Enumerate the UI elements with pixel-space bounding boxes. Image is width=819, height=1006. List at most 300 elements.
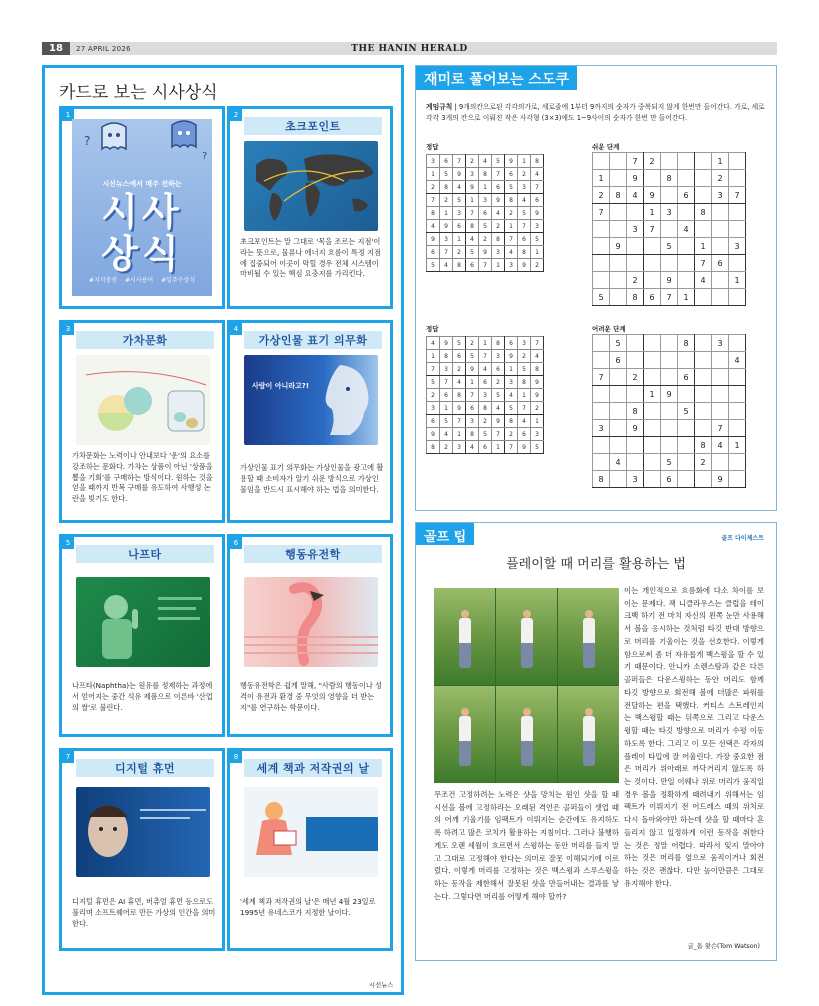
sudoku-cell: 8 xyxy=(427,207,440,220)
sudoku-cell: 8 xyxy=(531,155,544,168)
sudoku-cell xyxy=(695,403,712,420)
sudoku-cell: 6 xyxy=(492,181,505,194)
sudoku-cell xyxy=(593,454,610,471)
sudoku-cell xyxy=(644,369,661,386)
card-heading xyxy=(244,759,382,777)
swing-photo-5 xyxy=(496,686,557,783)
sudoku-cell: 8 xyxy=(593,471,610,488)
sudoku-cell xyxy=(627,335,644,352)
sudoku-cell xyxy=(644,420,661,437)
sudoku-cell: 9 xyxy=(440,220,453,233)
golfer-icon xyxy=(520,708,534,766)
sudoku-cell: 4 xyxy=(695,272,712,289)
naphtha-worker-image xyxy=(76,577,210,667)
card-number: 5 xyxy=(62,537,74,549)
sudoku-cell: 4 xyxy=(427,220,440,233)
sudoku-hard-grid xyxy=(592,334,746,488)
card-heading-text: 행동유전학 xyxy=(285,548,341,561)
sudoku-cell: 5 xyxy=(661,454,678,471)
sudoku-cell: 9 xyxy=(661,272,678,289)
sudoku-cell xyxy=(729,335,746,352)
sudoku-cell: 7 xyxy=(729,187,746,204)
sudoku-cell: 2 xyxy=(593,187,610,204)
sudoku-cell xyxy=(610,369,627,386)
sudoku-cell: 7 xyxy=(593,204,610,221)
card-heading-text: 나프타 xyxy=(128,548,162,561)
golfer-icon xyxy=(458,708,472,766)
sudoku-cell: 3 xyxy=(492,246,505,259)
sudoku-cell xyxy=(695,187,712,204)
world-map-icon xyxy=(244,141,378,231)
sudoku-cell xyxy=(712,369,729,386)
answer-label-2: 정답 xyxy=(426,325,439,333)
sudoku-cell: 7 xyxy=(627,153,644,170)
card-world-book-day xyxy=(227,748,393,951)
swing-photo-3 xyxy=(558,588,619,685)
sudoku-cell: 1 xyxy=(427,350,440,363)
card-number: 8 xyxy=(230,751,242,763)
sudoku-cell: 7 xyxy=(518,402,531,415)
sudoku-cell: 9 xyxy=(505,350,518,363)
sudoku-cell: 3 xyxy=(453,441,466,454)
sudoku-cell: 1 xyxy=(479,181,492,194)
sudoku-cell: 8 xyxy=(440,181,453,194)
sudoku-cell: 7 xyxy=(518,220,531,233)
sudoku-cell: 8 xyxy=(518,246,531,259)
sudoku-cell xyxy=(678,272,695,289)
sudoku-cell: 7 xyxy=(427,194,440,207)
sudoku-cell: 2 xyxy=(440,194,453,207)
card-description: 초크포인트는 말 그대로 '목을 조르는 지점'이라는 뜻으로, 물류나 에너지 흐름이 특정 지점에 집중되어 이곳이 막힐 경우 전체 시스템이 마비될 수 있는 핵심 요충지를 가리킨다. xyxy=(240,237,381,279)
sudoku-cell: 6 xyxy=(678,187,695,204)
sudoku-cell: 6 xyxy=(644,289,661,306)
card-heading-text: 가상인물 표기 의무화 xyxy=(258,334,368,347)
sudoku-cell: 2 xyxy=(492,220,505,233)
sudoku-cell: 3 xyxy=(531,220,544,233)
sudoku-cell: 2 xyxy=(531,402,544,415)
sudoku-cell xyxy=(678,153,695,170)
sudoku-cell: 5 xyxy=(505,402,518,415)
sudoku-cell xyxy=(610,153,627,170)
sudoku-cell xyxy=(678,170,695,187)
sudoku-cell xyxy=(593,437,610,454)
sudoku-cell: 6 xyxy=(518,428,531,441)
sudoku-cell: 3 xyxy=(427,402,440,415)
sudoku-cell: 3 xyxy=(440,233,453,246)
sudoku-cell xyxy=(610,403,627,420)
card-number: 4 xyxy=(230,323,242,335)
sudoku-cell: 4 xyxy=(610,454,627,471)
sudoku-cell: 3 xyxy=(627,471,644,488)
sudoku-cell: 3 xyxy=(505,259,518,272)
card-heading-text: 세계 책과 저작권의 날 xyxy=(256,762,370,775)
rules-label: 게임규칙 xyxy=(426,103,453,111)
sudoku-cell: 7 xyxy=(505,233,518,246)
sudoku-cell: 1 xyxy=(440,207,453,220)
sudoku-cell: 7 xyxy=(492,168,505,181)
sudoku-cell xyxy=(627,352,644,369)
sudoku-cell: 8 xyxy=(453,259,466,272)
sudoku-cell: 9 xyxy=(531,207,544,220)
sudoku-cell: 1 xyxy=(712,153,729,170)
sudoku-cell xyxy=(610,221,627,238)
sudoku-cell: 5 xyxy=(531,233,544,246)
sudoku-cell: 1 xyxy=(492,441,505,454)
sudoku-cell: 6 xyxy=(518,233,531,246)
sudoku-cell xyxy=(627,238,644,255)
page-number: 18 xyxy=(42,42,70,55)
panel-title: 카드로 보는 시사상식 xyxy=(59,83,218,103)
sudoku-cell: 8 xyxy=(466,220,479,233)
sudoku-cell: 9 xyxy=(479,246,492,259)
sudoku-cell: 2 xyxy=(505,428,518,441)
sudoku-cell: 8 xyxy=(505,415,518,428)
swing-photo-1 xyxy=(434,588,495,685)
card-cover xyxy=(59,106,225,309)
sudoku-cell: 8 xyxy=(695,437,712,454)
sudoku-cell xyxy=(644,454,661,471)
sudoku-cell: 4 xyxy=(505,389,518,402)
card-number: 6 xyxy=(230,537,242,549)
sudoku-cell: 3 xyxy=(492,350,505,363)
golfer-icon xyxy=(458,610,472,668)
sudoku-cell: 6 xyxy=(440,389,453,402)
sudoku-cell: 4 xyxy=(440,428,453,441)
sudoku-cell: 4 xyxy=(427,337,440,350)
sudoku-cell: 5 xyxy=(492,155,505,168)
virtual-person-image xyxy=(244,355,378,445)
sudoku-cell xyxy=(661,335,678,352)
golf-swing-photos xyxy=(434,588,619,783)
sudoku-cell: 3 xyxy=(712,187,729,204)
sudoku-cell xyxy=(661,255,678,272)
sudoku-cell: 7 xyxy=(531,337,544,350)
sudoku-cell: 8 xyxy=(505,194,518,207)
sudoku-cell xyxy=(695,170,712,187)
sudoku-cell: 9 xyxy=(531,389,544,402)
sudoku-cell: 9 xyxy=(453,402,466,415)
card-description: 가상인물 표기 의무화는 가상인물을 광고에 활용할 때 소비자가 알기 쉬운 방식으로 가상인물임을 반드시 표시해야 하는 법을 의미한다. xyxy=(240,463,384,494)
sudoku-cell: 4 xyxy=(712,437,729,454)
sudoku-cell xyxy=(593,272,610,289)
sudoku-cell: 1 xyxy=(479,337,492,350)
sudoku-rules: 게임규칙 | 9개의칸으로된 각각의가로, 세로줄에 1부터 9까지의 숫자가 중복되지 않게 한번만 들어간다. 가로, 세로 각각 3개의 칸으로 이뤄진 작은 사각형 (3×3)에도 1~9사이의 숫자가 한번 만 들어간다. xyxy=(426,103,765,122)
sudoku-cell: 9 xyxy=(492,415,505,428)
golfer-icon xyxy=(582,610,596,668)
sudoku-cell xyxy=(610,289,627,306)
sudoku-cell xyxy=(729,369,746,386)
sudoku-cell: 3 xyxy=(466,415,479,428)
sudoku-cell: 8 xyxy=(627,403,644,420)
card-description: 나프타(Naphtha)는 원유를 정제하는 과정에서 얻어지는 중간 석유 제품으로 이른바 '산업의 쌀'로 불린다. xyxy=(72,681,213,712)
flamingo-icon xyxy=(244,577,378,667)
sudoku-cell: 8 xyxy=(661,170,678,187)
sudoku-cell: 3 xyxy=(518,181,531,194)
golf-section-label: 골프 팁 xyxy=(416,523,474,545)
sudoku-cell xyxy=(593,221,610,238)
sudoku-cell xyxy=(695,471,712,488)
sudoku-cell: 7 xyxy=(440,376,453,389)
sudoku-cell xyxy=(593,238,610,255)
sudoku-cell: 6 xyxy=(610,352,627,369)
sudoku-cell xyxy=(729,204,746,221)
sudoku-cell: 8 xyxy=(610,187,627,204)
sudoku-cell: 2 xyxy=(712,170,729,187)
cover-title-2: 상식 xyxy=(101,232,183,276)
sudoku-cell: 8 xyxy=(466,428,479,441)
card-description: 가차문화는 노력이나 안내보다 '운'의 요소를 강조하는 문화다. 가챠는 상품이 아닌 '상품을 뽑을 기회'를 구매하는 방식이다. 원하는 것을 얻을 때까지 반복 구매를 유도하여 사행성 논란을 빚기도 한다. xyxy=(72,451,213,504)
sudoku-cell: 5 xyxy=(466,246,479,259)
sudoku-cell: 3 xyxy=(531,428,544,441)
sudoku-cell xyxy=(695,369,712,386)
sudoku-cell: 1 xyxy=(466,194,479,207)
hard-level-label: 어려운 단계 xyxy=(592,325,626,333)
sudoku-cell xyxy=(593,335,610,352)
sudoku-cell xyxy=(644,335,661,352)
sudoku-cell: 7 xyxy=(661,289,678,306)
ghost-characters-icon xyxy=(72,119,212,179)
sudoku-cell: 9 xyxy=(453,168,466,181)
card-description: 디지털 휴먼은 AI 휴먼, 버츄얼 휴먼 등으로도 불리며 소프트웨어로 만든 가상의 인간을 의미한다. xyxy=(72,897,216,928)
card-digital-human xyxy=(59,748,225,951)
easy-level-label: 쉬운 단계 xyxy=(592,143,620,151)
sudoku-cell: 3 xyxy=(466,168,479,181)
sudoku-cell xyxy=(593,352,610,369)
sudoku-cell xyxy=(678,352,695,369)
sudoku-cell xyxy=(593,386,610,403)
sudoku-cell xyxy=(593,255,610,272)
sudoku-cell: 7 xyxy=(440,246,453,259)
sudoku-cell xyxy=(729,471,746,488)
sudoku-cell: 6 xyxy=(453,350,466,363)
sudoku-cell: 2 xyxy=(453,246,466,259)
sudoku-cell xyxy=(729,454,746,471)
sudoku-cell: 5 xyxy=(440,415,453,428)
sudoku-cell xyxy=(644,272,661,289)
sudoku-cell xyxy=(661,187,678,204)
sudoku-cell: 1 xyxy=(518,155,531,168)
sudoku-cell: 9 xyxy=(427,428,440,441)
gacha-capsule-icon xyxy=(76,355,210,445)
sudoku-cell xyxy=(712,221,729,238)
sudoku-cell: 9 xyxy=(466,181,479,194)
sudoku-cell xyxy=(695,221,712,238)
sudoku-cell: 8 xyxy=(440,350,453,363)
sudoku-cell: 5 xyxy=(518,363,531,376)
sudoku-cell xyxy=(678,255,695,272)
sudoku-cell: 3 xyxy=(453,207,466,220)
sudoku-cell: 7 xyxy=(505,441,518,454)
sudoku-cell xyxy=(712,352,729,369)
sudoku-cell: 2 xyxy=(427,389,440,402)
sudoku-cell xyxy=(661,352,678,369)
sudoku-cell xyxy=(661,221,678,238)
card-number: 7 xyxy=(62,751,74,763)
sudoku-cell xyxy=(712,272,729,289)
sudoku-cell xyxy=(610,272,627,289)
card-gacha xyxy=(59,320,225,523)
sudoku-cell: 1 xyxy=(531,415,544,428)
sudoku-cell: 5 xyxy=(440,168,453,181)
sudoku-cell: 6 xyxy=(427,246,440,259)
sudoku-cell: 9 xyxy=(627,170,644,187)
sudoku-cell: 1 xyxy=(644,204,661,221)
sudoku-cell: 6 xyxy=(661,471,678,488)
golf-column-left: 무조건 고정하려는 노력은 샷을 망치는 원인 샷을 할 때 시선을 볼에 고정하라는 오래된 격언은 골퍼들이 셋업 때의 어깨 기울기를 임팩트가 이뤄지는 순간에도 유지하도록 하려고 많은 코치가 활용하는 지침이다. 그러나 불행하게도 오랜 세월이 흐르면서 스윙하는 동안 머리를 들지 말고 그대로 고정해야 한다는 의미로 잘못 이해되기에 이르렀다. 이렇게 머리를 고정하는 것은 백스윙과 스루스윙을 하는 동작을 제한해서 잘못된 샷을 만들어내는 결과를 낳는다. 그렇다면 머리를 어떻게 해야 할까? xyxy=(434,790,619,901)
sudoku-cell: 8 xyxy=(492,337,505,350)
svg-text:?: ? xyxy=(84,134,91,148)
card-heading xyxy=(244,331,382,349)
sudoku-cell: 6 xyxy=(479,376,492,389)
sudoku-cell xyxy=(695,352,712,369)
sudoku-answer-grid-1 xyxy=(426,154,544,272)
issue-date: 27 APRIL 2026 xyxy=(76,44,131,53)
sudoku-cell: 4 xyxy=(627,187,644,204)
sudoku-cell: 2 xyxy=(531,259,544,272)
sudoku-cell: 7 xyxy=(479,350,492,363)
golf-tip-panel xyxy=(415,522,777,961)
sudoku-cell: 4 xyxy=(531,168,544,181)
sudoku-cell: 6 xyxy=(712,255,729,272)
sudoku-cell: 6 xyxy=(466,402,479,415)
card-heading xyxy=(244,117,382,135)
golf-article-title: 플레이할 때 머리를 활용하는 법 xyxy=(506,557,686,572)
sudoku-cell: 9 xyxy=(492,194,505,207)
sudoku-cell xyxy=(729,221,746,238)
sudoku-cell xyxy=(729,289,746,306)
sudoku-cell: 4 xyxy=(479,363,492,376)
sudoku-cell: 9 xyxy=(644,187,661,204)
sudoku-cell: 5 xyxy=(492,389,505,402)
sudoku-cell xyxy=(712,403,729,420)
sudoku-cell xyxy=(712,289,729,306)
sudoku-cell xyxy=(593,153,610,170)
sudoku-cell: 4 xyxy=(453,376,466,389)
sudoku-cell: 6 xyxy=(505,168,518,181)
sudoku-cell: 8 xyxy=(531,363,544,376)
sudoku-cell: 1 xyxy=(644,386,661,403)
sudoku-cell: 5 xyxy=(593,289,610,306)
sudoku-cell: 6 xyxy=(427,415,440,428)
sudoku-cell xyxy=(644,238,661,255)
sudoku-cell xyxy=(661,153,678,170)
sudoku-cell: 8 xyxy=(453,389,466,402)
sudoku-cell: 5 xyxy=(518,207,531,220)
sudoku-cell: 4 xyxy=(518,194,531,207)
sudoku-cell xyxy=(610,386,627,403)
sudoku-cell: 5 xyxy=(610,335,627,352)
sudoku-cell xyxy=(644,437,661,454)
card-virtual-person-labeling xyxy=(227,320,393,523)
sudoku-cell: 2 xyxy=(440,441,453,454)
gacha-illustration xyxy=(76,355,210,445)
sudoku-cell xyxy=(644,255,661,272)
sudoku-cell: 8 xyxy=(479,402,492,415)
reader-icon xyxy=(244,787,378,877)
sudoku-cell: 4 xyxy=(440,259,453,272)
sudoku-cell xyxy=(593,403,610,420)
golf-column-right: 이는 개인적으로 흐름화에 다소 차이를 보이는 문제다. 잭 니클라우스는 클럽을 테이크백 하기 전 마치 자신의 왼쪽 눈만 사용해서 볼을 응시하는 것처럼 타깃 반대 방향으로 머리를 기울이는 것을 선호한다. 이렇게 함으로써 좀 더 자유롭게 백스윙을 할 수 있기 때문이다. 안니카 소렌스탐과 같은 다른 골퍼들은 다운스윙하는 동안 머리도 함께 타깃 방향으로 회전해 볼에 더많은 파워를 전달하는 편을 택했다. 커티스 스트레인지는 백스윙할 때는 뒤쪽으로 그리고 다운스윙할 때는 타깃 방향으로 머리가 수평 이동하도록 한다. 그리고 이 모든 선택은 각자의 플레이 타입에 잘 어울린다. 가장 중요한 점은 머리가 위아래로 까닥거리지 않도록 하는 것이다. 만일 이웨나 위로 머리가 움직일 경우 볼을 정확하게 때려내기 위해서는 임팩트가 이뤄지기 전 어드레스 때의 위치로 다시 돌아와야만 하는데 샷을 할 때마다 흔들리지 않고 일정하게 이런 동작을 취한다는 것은 정말 어렵다. 따라서 잊지 말아야 하는 것은 머리를 옆으로 움직이거나 회전하는 것은 괜찮다. 다만 높이만큼은 그대로 유지해야 한다. xyxy=(624,586,764,888)
sudoku-cell: 4 xyxy=(531,350,544,363)
sudoku-cell: 1 xyxy=(678,289,695,306)
sudoku-cell: 6 xyxy=(505,337,518,350)
sudoku-cell xyxy=(644,170,661,187)
sudoku-cell: 1 xyxy=(453,233,466,246)
sudoku-cell xyxy=(627,437,644,454)
card-heading-text: 초크포인트 xyxy=(285,120,341,133)
sudoku-cell: 1 xyxy=(505,220,518,233)
sudoku-cell: 4 xyxy=(466,233,479,246)
sudoku-cell: 1 xyxy=(440,402,453,415)
golfer-icon xyxy=(520,610,534,668)
sudoku-cell: 8 xyxy=(427,441,440,454)
cover-title-1: 시사 xyxy=(101,190,183,234)
sudoku-cell xyxy=(644,471,661,488)
card-description: 행동유전학은 쉽게 말해, "사람의 행동이나 성격이 유전과 환경 중 무엇의 영향을 더 받는지"를 연구하는 학문이다. xyxy=(240,681,382,712)
card-chokepoint xyxy=(227,106,393,309)
newspaper-title: THE HANIN HERALD xyxy=(351,43,468,54)
rules-text: 9개의칸으로된 각각의가로, 세로줄에 1부터 9까지의 숫자가 중복되지 않게 한번만 들어간다. 가로, 세로 각각 3개의 칸으로 이뤄진 작은 사각형 (3×3)에도 1~9사이의 숫자가 한번 만 들어간다. xyxy=(426,103,765,122)
image-caption: 사람이 아니라고?! xyxy=(252,382,310,390)
sudoku-cell: 6 xyxy=(466,259,479,272)
sudoku-cell: 6 xyxy=(440,155,453,168)
sudoku-cell: 5 xyxy=(427,259,440,272)
sudoku-cell xyxy=(610,437,627,454)
sudoku-cell: 9 xyxy=(627,420,644,437)
sudoku-cell xyxy=(695,386,712,403)
sudoku-cell: 3 xyxy=(427,155,440,168)
sudoku-cell xyxy=(712,454,729,471)
svg-text:?: ? xyxy=(202,151,208,162)
sudoku-cell xyxy=(678,437,695,454)
sudoku-cell: 2 xyxy=(453,363,466,376)
sudoku-cell xyxy=(610,170,627,187)
answer-label-1: 정답 xyxy=(426,143,439,151)
cover-subtitle: 시선뉴스에서 매주 전하는 xyxy=(102,180,182,188)
card-heading xyxy=(76,545,214,563)
sudoku-cell: 1 xyxy=(695,238,712,255)
sudoku-cell xyxy=(678,204,695,221)
sudoku-cell: 7 xyxy=(593,369,610,386)
sudoku-cell xyxy=(729,153,746,170)
sudoku-cell: 2 xyxy=(466,155,479,168)
sudoku-answer-grid-2 xyxy=(426,336,544,454)
sudoku-cell xyxy=(661,369,678,386)
sudoku-cell: 1 xyxy=(593,170,610,187)
digital-human-image xyxy=(76,787,210,877)
sudoku-cell: 7 xyxy=(453,415,466,428)
sudoku-cell: 9 xyxy=(440,337,453,350)
sudoku-cell: 3 xyxy=(479,389,492,402)
sudoku-cell xyxy=(729,403,746,420)
sudoku-cell: 6 xyxy=(492,363,505,376)
sudoku-cell: 2 xyxy=(479,415,492,428)
sudoku-cell: 5 xyxy=(505,181,518,194)
sudoku-cell: 5 xyxy=(531,441,544,454)
sudoku-cell: 4 xyxy=(492,402,505,415)
card-number: 1 xyxy=(62,109,74,121)
sudoku-cell xyxy=(644,403,661,420)
reading-person-image xyxy=(244,787,378,877)
sudoku-cell: 4 xyxy=(453,181,466,194)
sudoku-cell xyxy=(661,437,678,454)
sudoku-cell: 3 xyxy=(518,337,531,350)
sudoku-cell xyxy=(627,255,644,272)
sudoku-cell: 8 xyxy=(518,376,531,389)
sudoku-cell: 7 xyxy=(531,181,544,194)
sudoku-cell xyxy=(627,386,644,403)
sudoku-cell: 2 xyxy=(627,369,644,386)
